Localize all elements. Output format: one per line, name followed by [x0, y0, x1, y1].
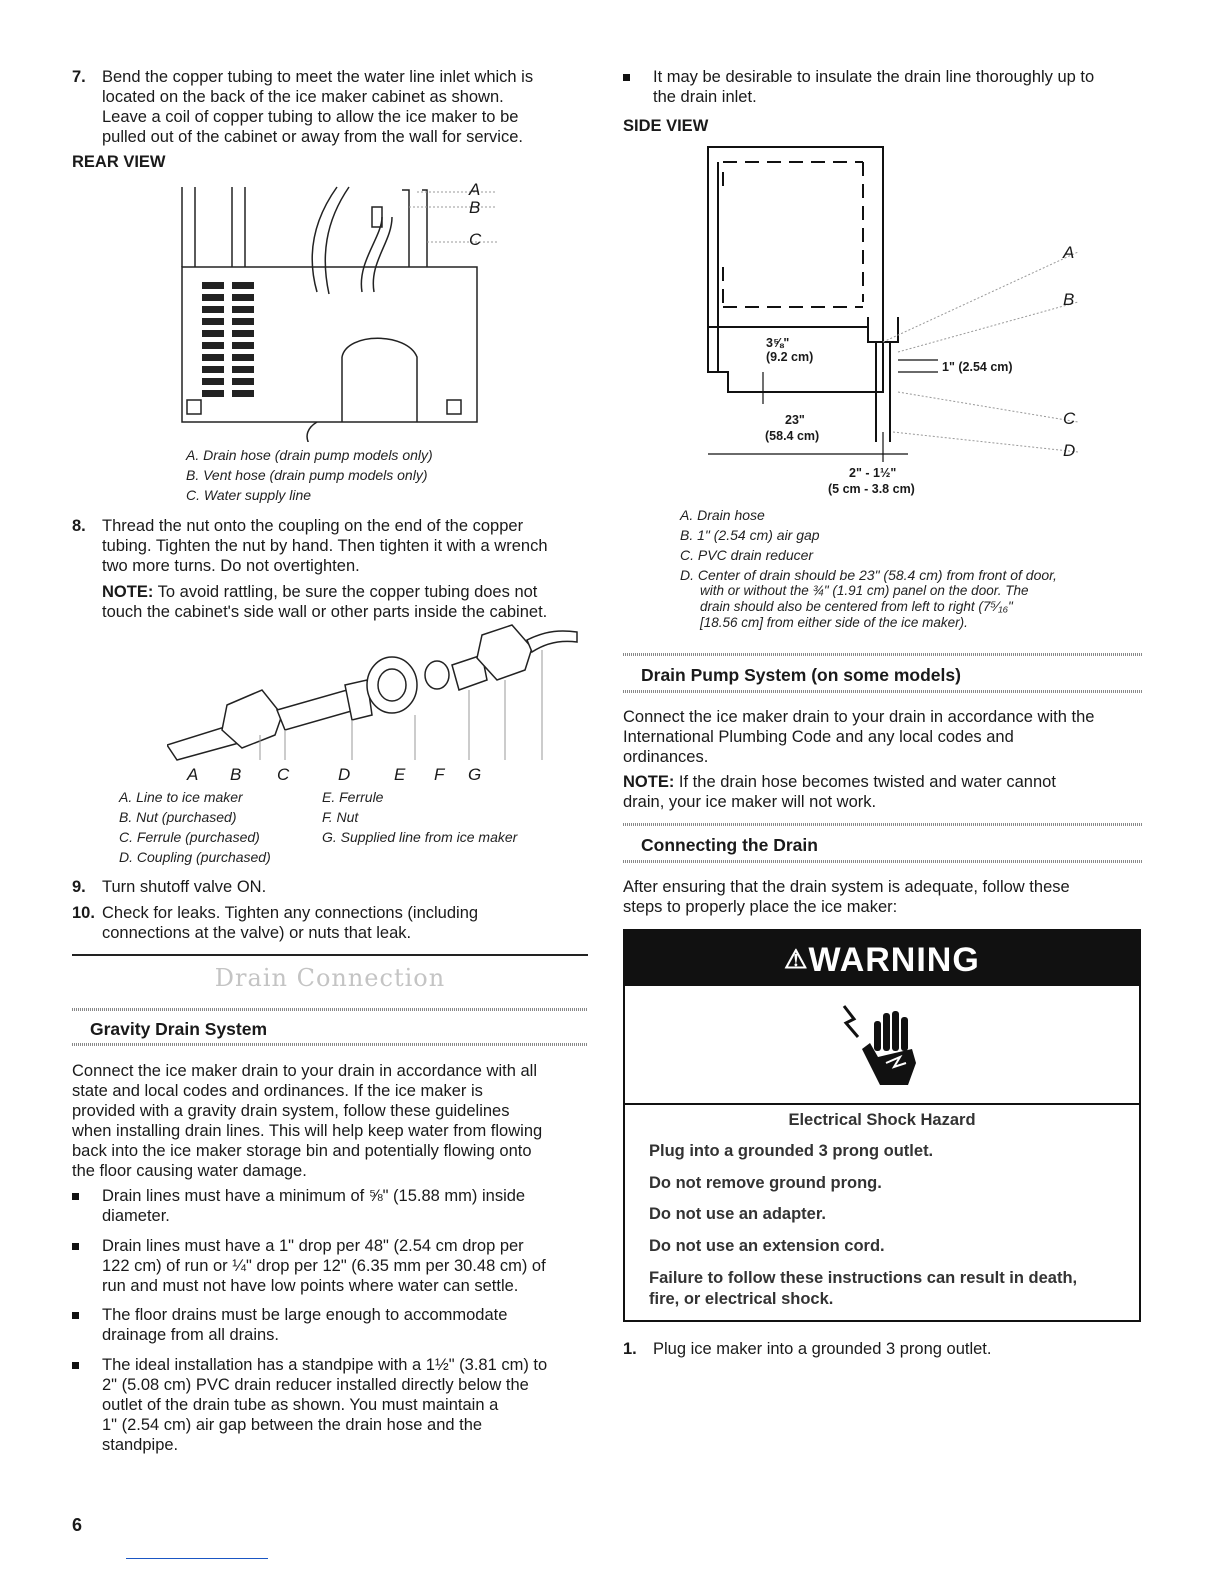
- warning-banner: ⚠WARNING: [625, 931, 1139, 986]
- warning-divider: [625, 1103, 1139, 1105]
- warning-item-1: Plug into a grounded 3 prong outlet.: [649, 1142, 934, 1160]
- fitting-caption-g: G. Supplied line from ice maker: [322, 829, 518, 845]
- dim-23in: 23": [785, 413, 805, 427]
- footer-rule: [126, 1558, 268, 1559]
- side-label-a: A: [1063, 243, 1075, 262]
- rear-view-title: REAR VIEW: [72, 153, 166, 171]
- gravity-paragraph: Connect the ice maker drain to your drain in accordance with all state and local codes and ordinances. If the ice maker is provided with a gravity drain system, follow these guidelines when installing drain lines. This will help keep water from flowing back into the ice maker storage bin and potentially flowing onto the floor causing water damage.: [72, 1062, 543, 1180]
- warning-final: Failure to follow these instructions can result in death, fire, or electrical shock.: [649, 1269, 1078, 1308]
- dim-9-2cm: (9.2 cm): [766, 350, 814, 364]
- connecting-drain-header: Connecting the Drain: [623, 823, 1143, 855]
- side-caption-d3: drain should also be centered from left to right (7⁵⁄₁₆": [700, 599, 1013, 614]
- side-view-illustration: [698, 142, 1168, 462]
- fitting-illustration: [167, 620, 587, 770]
- pump-paragraph: Connect the ice maker drain to your drain in accordance with the International Plumbing Code and any local codes and ordinances.: [623, 708, 1095, 766]
- fitting-label-c: C: [277, 765, 290, 784]
- side-label-c: C: [1063, 409, 1076, 428]
- drain-pump-header: Drain Pump System (on some models): [623, 653, 1143, 685]
- fitting-caption-a: A. Line to ice maker: [119, 789, 243, 805]
- fitting-label-f: F: [434, 765, 445, 784]
- fitting-caption-c: C. Ferrule (purchased): [119, 829, 260, 845]
- rear-caption-b: B. Vent hose (drain pump models only): [186, 467, 428, 483]
- dim-2in: 2" - 1½": [849, 466, 897, 480]
- side-label-b: B: [1063, 290, 1075, 309]
- warning-box: [623, 929, 1141, 1322]
- fitting-caption-d: D. Coupling (purchased): [119, 849, 271, 865]
- dim-5cm: (5 cm - 3.8 cm): [828, 482, 915, 496]
- side-caption-c: C. PVC drain reducer: [680, 547, 814, 563]
- rear-view-illustration: [177, 182, 497, 442]
- fitting-caption-f: F. Nut: [322, 809, 359, 825]
- section-divider: [72, 954, 588, 956]
- fitting-caption-b: B. Nut (purchased): [119, 809, 237, 825]
- dim-air-gap: 1" (2.54 cm): [942, 360, 1013, 374]
- side-caption-b: B. 1" (2.54 cm) air gap: [680, 527, 820, 543]
- warning-item-4: Do not use an extension cord.: [649, 1237, 885, 1255]
- rear-label-a: A: [469, 180, 481, 199]
- fitting-label-e: E: [394, 765, 406, 784]
- rear-label-b: B: [469, 198, 481, 217]
- side-caption-d2: with or without the ¾" (1.91 cm) panel on the door. The: [700, 583, 1029, 598]
- electric-hand-icon: [834, 1001, 934, 1096]
- page-number: 6: [72, 1515, 83, 1535]
- side-caption-a: A. Drain hose: [680, 507, 765, 523]
- fitting-label-a: A: [187, 765, 199, 784]
- side-caption-d: D. Center of drain should be 23" (58.4 cm) from front of door,: [680, 567, 1057, 583]
- side-view-title: SIDE VIEW: [623, 117, 709, 135]
- warning-hazard: Electrical Shock Hazard: [788, 1111, 976, 1129]
- rear-caption-c: C. Water supply line: [186, 487, 312, 503]
- fitting-label-d: D: [338, 765, 351, 784]
- dim-3-5-8: 3⅝": [766, 336, 790, 350]
- warning-triangle-icon: ⚠: [784, 944, 809, 974]
- gravity-drain-header: Gravity Drain System: [72, 1008, 588, 1040]
- note-8: NOTE: To avoid rattling, be sure the copper tubing does not touch the cabinet's side wall or other parts inside the cabinet.: [102, 583, 548, 621]
- side-caption-d4: [18.56 cm] from either side of the ice maker).: [700, 615, 968, 630]
- connect-paragraph: After ensuring that the drain system is adequate, follow these steps to properly place the ice maker:: [623, 878, 1070, 916]
- warning-item-3: Do not use an adapter.: [649, 1205, 826, 1223]
- fitting-label-g: G: [468, 765, 482, 784]
- fitting-caption-e: E. Ferrule: [322, 789, 384, 805]
- dim-58-4cm: (58.4 cm): [765, 429, 820, 443]
- rear-label-c: C: [469, 230, 482, 249]
- fitting-label-b: B: [230, 765, 242, 784]
- pump-note: NOTE: If the drain hose becomes twisted and water cannot drain, your ice maker will not work.: [623, 773, 1056, 811]
- section-title: Drain Connection: [214, 964, 446, 992]
- rear-caption-a: A. Drain hose (drain pump models only): [186, 447, 433, 463]
- warning-item-2: Do not remove ground prong.: [649, 1174, 882, 1192]
- side-label-d: D: [1063, 441, 1076, 460]
